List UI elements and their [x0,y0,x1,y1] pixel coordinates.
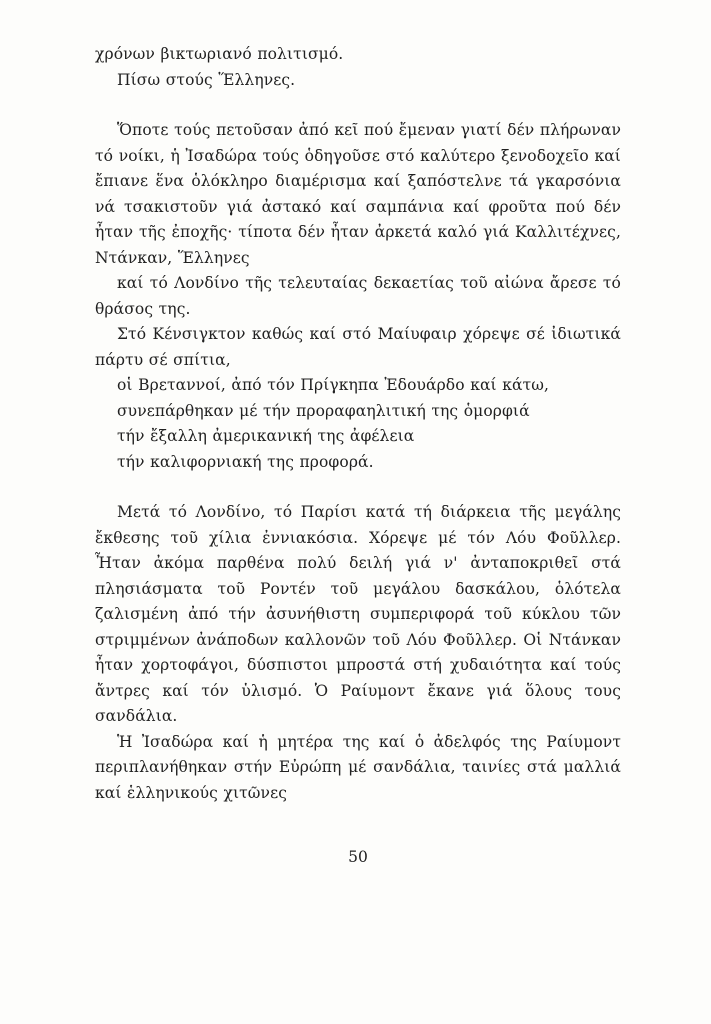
verse-line: οἱ Βρεταννοί, ἀπό τόν Πρίγκηπα Ἐδουάρδο καί κάτω, [117,376,550,394]
paragraph: καί τό Λονδίνο τῆς τελευταίας δεκαετίας τοῦ αἰώνα ἄρεσε τό θράσος της. [95,274,621,318]
paragraph: Ὅποτε τούς πετοῦσαν ἀπό κεῖ πού ἔμεναν γιατί δέν πλήρωναν τό νοίκι, ἡ Ἰσαδώρα τούς ὁδηγοῦσε στό καλύτερο ξενοδοχεῖο καί ἔπιανε ἕνα ὁλόκληρο διαμέρισμα καί ξαπόστελνε τά γκαρσόνια νά τσακιστοῦν γιά ἀστακό καί σαμπάνια καί φροῦτα πού δέν ἦταν τῆς ἐποχῆς· τίποτα δέν ἦταν ἀρκετά καλό γιά Καλλιτέχνες, Ντάνκαν, Ἕλληνες [95,121,621,267]
paragraph: Στό Κένσιγκτον καθώς καί στό Μαίυφαιρ χόρεψε σέ ἰδιωτικά πάρτυ σέ σπίτια, [95,325,621,369]
verse-line: τήν καλιφορνιακή της προφορά. [117,452,374,471]
page-text [95,42,621,806]
verse-line: τήν ἔξαλλη ἀμερικανική της ἀφέλεια [117,427,415,445]
paragraph: Ἡ Ἰσαδώρα καί ἡ μητέρα της καί ὁ ἀδελφός της Ραίυμοντ περιπλανήθηκαν στήν Εὐρώπη μέ σανδάλια, ταινίες στά μαλλιά καί ἑλληνικούς χιτῶνες [95,732,621,802]
page-number: 50 [348,848,368,866]
paragraph: χρόνων βικτωριανό πολιτισμό. [95,45,344,63]
verse-line: συνεπάρθηκαν μέ τήν προραφαηλιτική της ὁμορφιά [117,401,530,420]
paragraph: Μετά τό Λονδίνο, τό Παρίσι κατά τή διάρκεια τῆς μεγάλης ἔκθεσης τοῦ χίλια ἐννιακόσια. Χόρεψε μέ τόν Λόυ Φοῦλλερ. Ἦταν ἀκόμα παρθένα πολύ δειλή γιά ν' ἀνταποκριθεῖ στά πλησιάσματα τοῦ Ροντέν τοῦ μεγάλου δασκάλου, ὁλότελα ζαλισμένη ἀπό τήν ἀσυνήθιστη συμπεριφορά τοῦ κύκλου τῶν στριμμένων ἀνάποδων καλλονῶν τοῦ Λόυ Φοῦλλερ. Οἱ Ντάνκαν ἦταν χορτοφάγοι, δύσπιστοι μπροστά στή χυδαιότητα καί τούς ἄντρες καί τόν ὑλισμό. Ὁ Ραίυμοντ ἔκανε γιά ὅλους τους σανδάλια. [95,503,621,725]
paragraph: Πίσω στούς Ἕλληνες. [117,70,296,89]
